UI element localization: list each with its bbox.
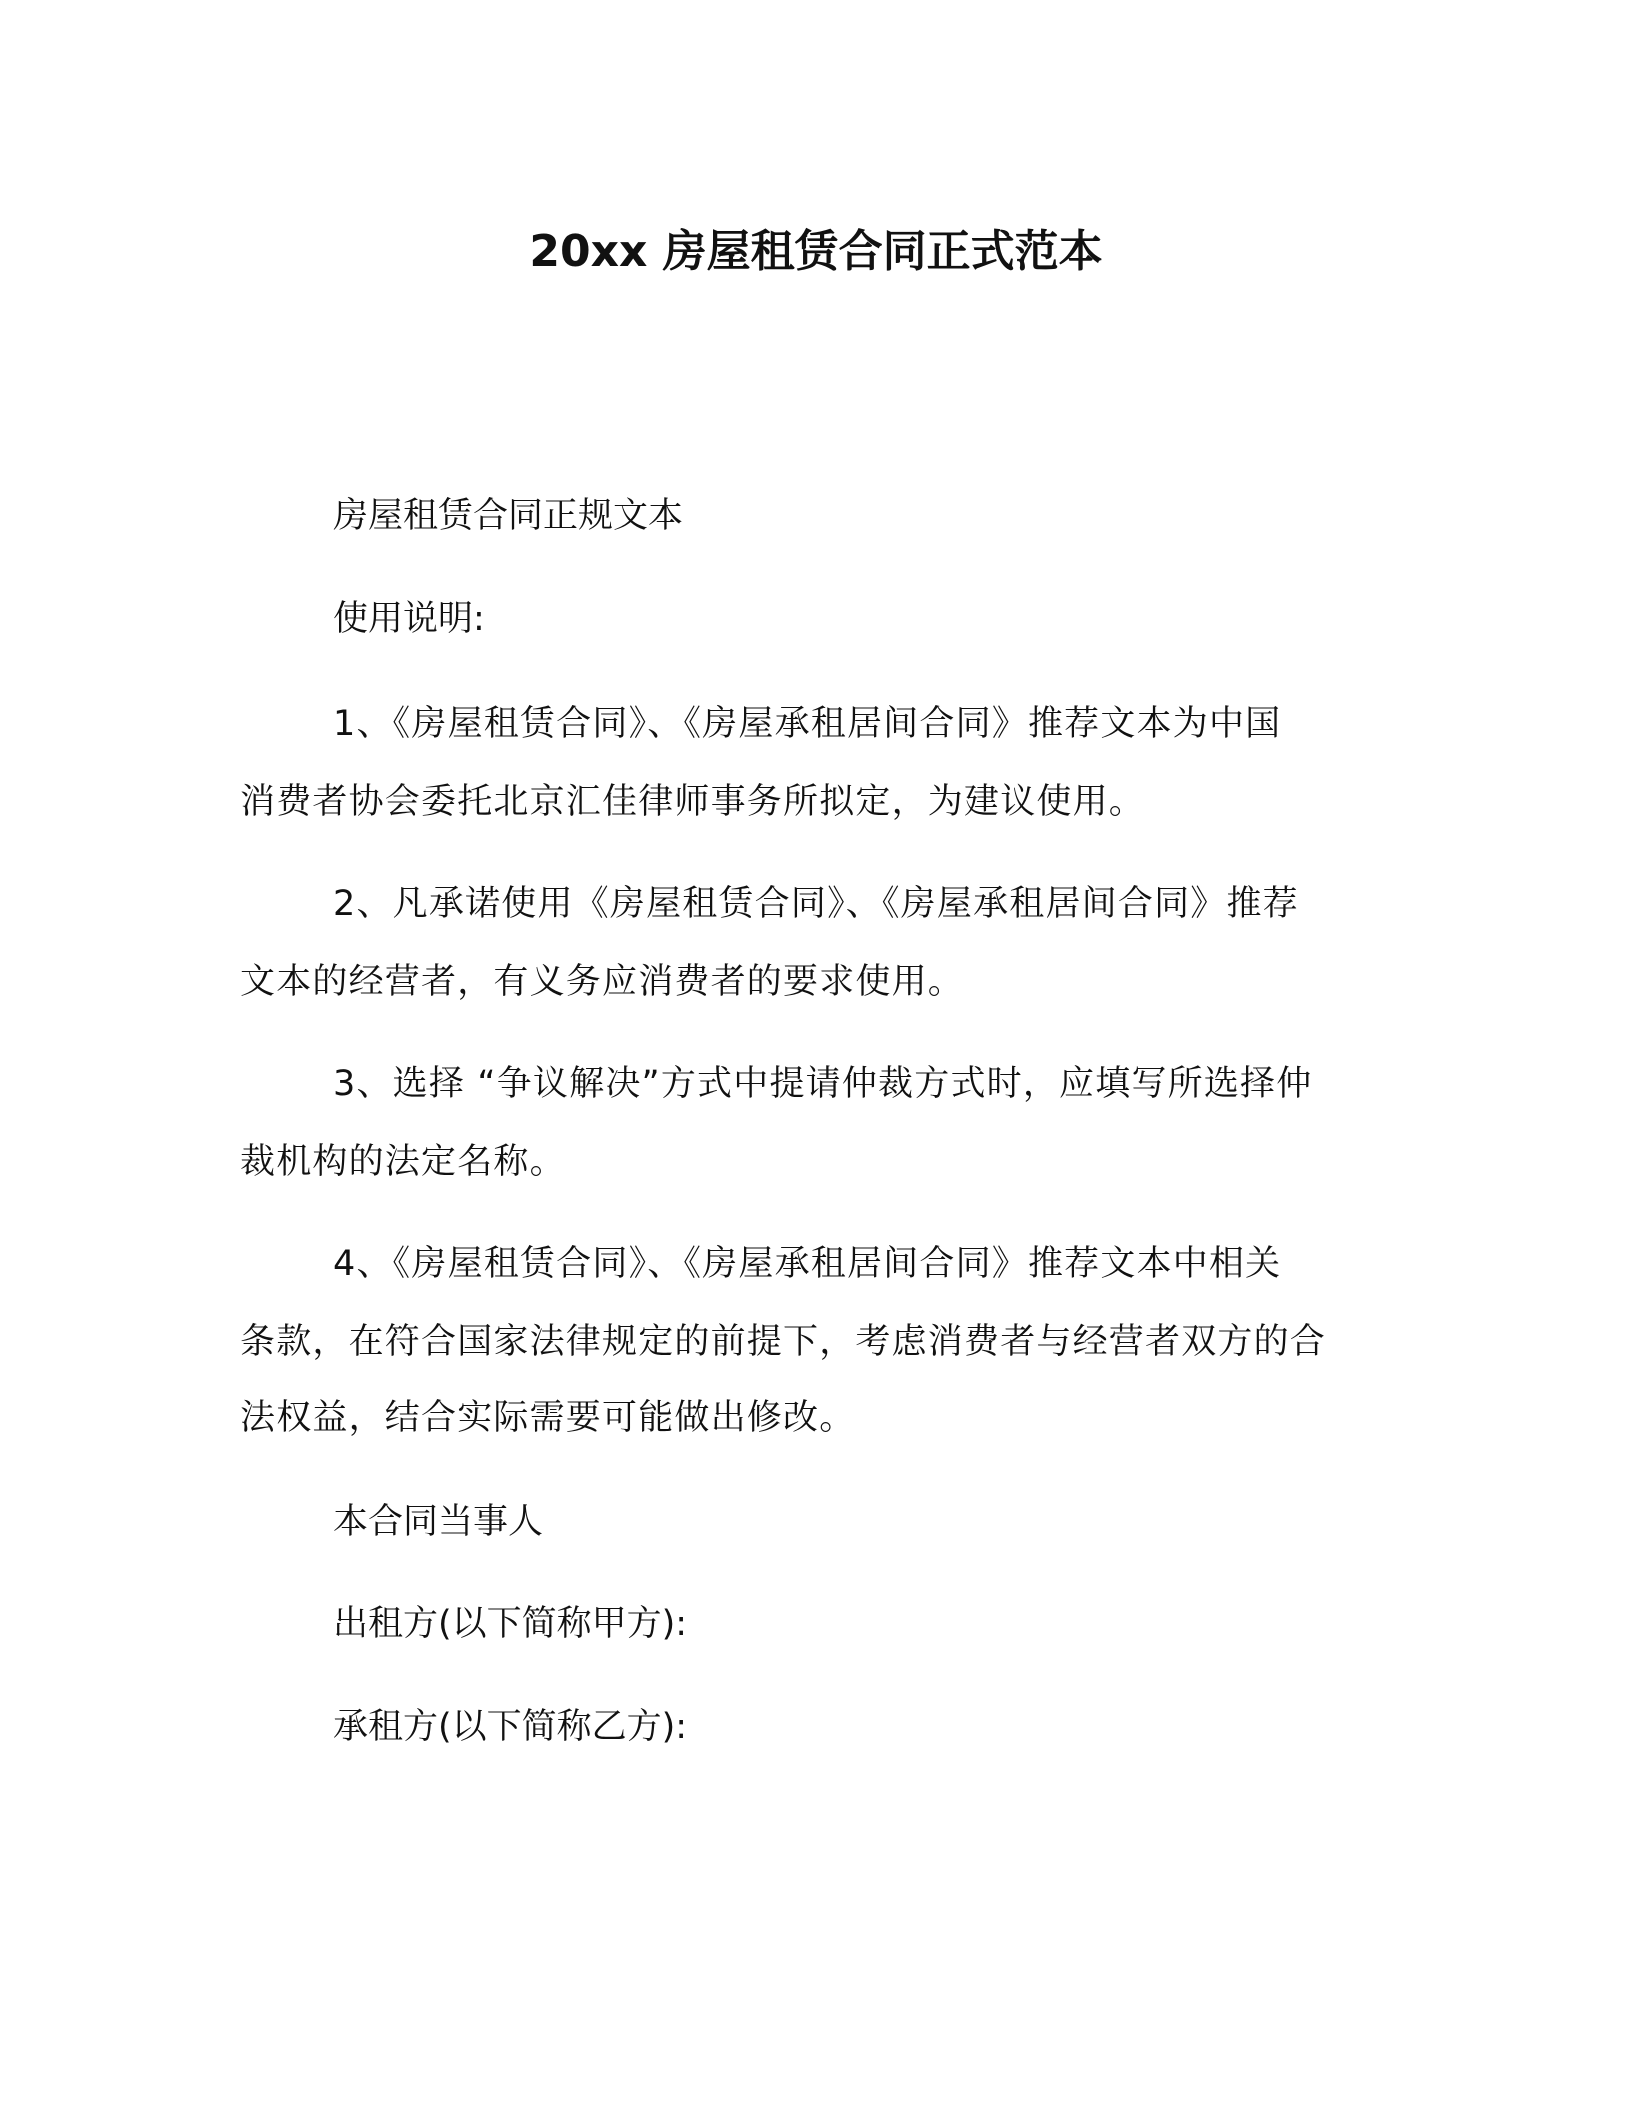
usage-item-2-line-2: 文本的经营者，有义务应消费者的要求使用。 — [240, 962, 965, 1002]
lessor-label: 出租方(以下简称甲方): — [333, 1604, 688, 1644]
usage-item-4-line-3: 法权益，结合实际需要可能做出修改。 — [240, 1398, 856, 1438]
usage-item-1-line-1: 1、《房屋租赁合同》、《房屋承租居间合同》推荐文本为中国 — [333, 704, 1282, 744]
usage-label: 使用说明: — [333, 599, 485, 639]
usage-item-3-line-1: 3、选择 “争议解决”方式中提请仲裁方式时，应填写所选择仲 — [333, 1064, 1313, 1104]
parties-heading: 本合同当事人 — [333, 1502, 544, 1542]
usage-item-4-line-2: 条款，在符合国家法律规定的前提下，考虑消费者与经营者双方的合 — [240, 1322, 1327, 1362]
usage-item-4-line-1: 4、《房屋租赁合同》、《房屋承租居间合同》推荐文本中相关 — [333, 1244, 1282, 1284]
usage-item-2-line-1: 2、凡承诺使用《房屋租赁合同》、《房屋承租居间合同》推荐 — [333, 884, 1299, 924]
lessee-label: 承租方(以下简称乙方): — [333, 1707, 688, 1747]
section-heading: 房屋租赁合同正规文本 — [333, 496, 684, 536]
usage-item-1-line-2: 消费者协会委托北京汇佳律师事务所拟定，为建议使用。 — [240, 782, 1146, 822]
usage-item-3-line-2: 裁机构的法定名称。 — [240, 1142, 566, 1182]
document-title: 20xx 房屋租赁合同正式范本 — [529, 226, 1103, 277]
